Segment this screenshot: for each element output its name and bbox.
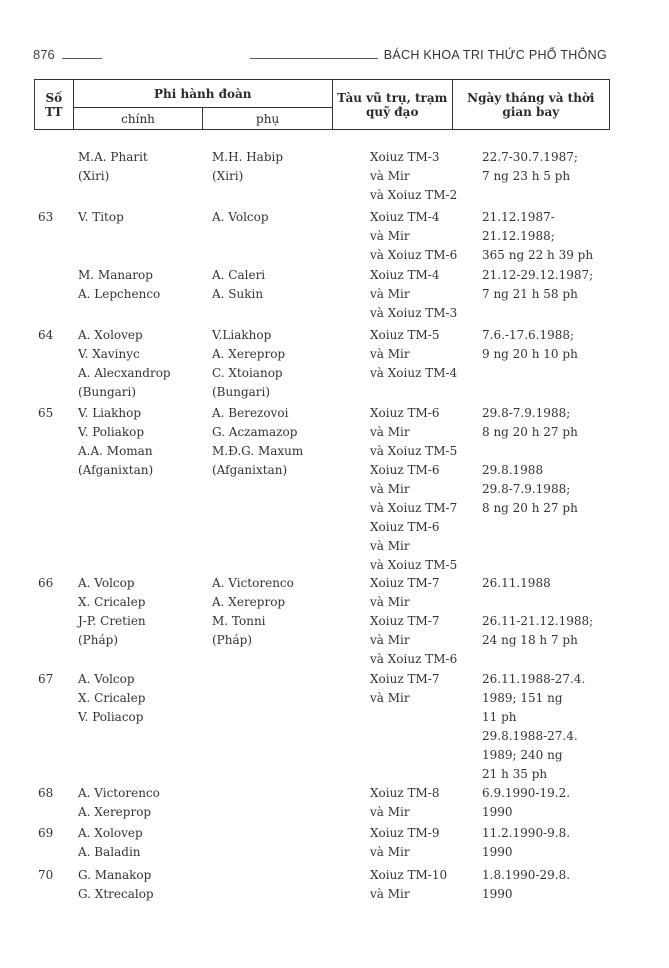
cell-main: A. Xolovep bbox=[78, 328, 143, 342]
cell-sub: A. Sukin bbox=[212, 287, 264, 301]
row-number: 63 bbox=[38, 210, 54, 224]
cell-date: 1990 bbox=[482, 887, 513, 901]
cell-date: 29.8.1988 bbox=[482, 463, 544, 477]
cell-main: A. Xereprop bbox=[78, 805, 152, 819]
cell-craft: và Xoiuz TM-2 bbox=[370, 188, 458, 202]
cell-main: A. Volcop bbox=[78, 576, 135, 590]
cell-date: 26.11.1988-27.4. bbox=[482, 672, 586, 686]
cell-main: A. Victorenco bbox=[78, 786, 160, 800]
cell-main: V. Liakhop bbox=[78, 406, 142, 420]
cell-craft: Xoiuz TM-6 bbox=[370, 520, 440, 534]
cell-date: 7 ng 21 h 58 ph bbox=[482, 287, 578, 301]
cell-sub: A. Xereprop bbox=[212, 347, 286, 361]
crew-sub-header: phụ bbox=[203, 108, 333, 130]
cell-date: 365 ng 22 h 39 ph bbox=[482, 248, 594, 262]
row-number: 67 bbox=[38, 672, 54, 686]
cell-sub: (Bungari) bbox=[212, 385, 271, 399]
cell-main: V. Poliakop bbox=[78, 425, 145, 439]
cell-craft: và Mir bbox=[370, 845, 410, 859]
cell-sub: M. Tonni bbox=[212, 614, 266, 628]
cell-craft: Xoiuz TM-7 bbox=[370, 672, 440, 686]
cell-date: 7 ng 23 h 5 ph bbox=[482, 169, 571, 183]
row-number: 65 bbox=[38, 406, 54, 420]
cell-craft: và Xoiuz TM-6 bbox=[370, 652, 458, 666]
cell-main: J-P. Cretien bbox=[78, 614, 146, 628]
cell-main: (Bungari) bbox=[78, 385, 137, 399]
cell-craft: Xoiuz TM-6 bbox=[370, 463, 440, 477]
cell-date: 1.8.1990-29.8. bbox=[482, 868, 571, 882]
cell-main: G. Manakop bbox=[78, 868, 152, 882]
cell-sub: A. Caleri bbox=[212, 268, 266, 282]
cell-main: A. Volcop bbox=[78, 672, 135, 686]
table-header bbox=[34, 79, 610, 130]
cell-craft: và Xoiuz TM-7 bbox=[370, 501, 458, 515]
cell-craft: Xoiuz TM-8 bbox=[370, 786, 440, 800]
cell-date: 24 ng 18 h 7 ph bbox=[482, 633, 578, 647]
cell-sub: A. Volcop bbox=[212, 210, 269, 224]
cell-sub: A. Berezovoi bbox=[212, 406, 289, 420]
cell-main: G. Xtrecalop bbox=[78, 887, 154, 901]
cell-date: 1989; 151 ng bbox=[482, 691, 563, 705]
cell-main: A. Lepchenco bbox=[78, 287, 161, 301]
cell-date: 29.8-7.9.1988; bbox=[482, 406, 571, 420]
col-number-header: Số TT bbox=[35, 80, 74, 130]
cell-date: 21 h 35 ph bbox=[482, 767, 548, 781]
cell-date: 1990 bbox=[482, 845, 513, 859]
cell-date: 26.11.1988 bbox=[482, 576, 551, 590]
cell-craft: và Xoiuz TM-6 bbox=[370, 248, 458, 262]
cell-craft: và Mir bbox=[370, 287, 410, 301]
cell-main: V. Xavinyc bbox=[78, 347, 140, 361]
cell-date: 29.8-7.9.1988; bbox=[482, 482, 571, 496]
row-number: 66 bbox=[38, 576, 54, 590]
date-header: Ngày tháng và thời gian bay bbox=[452, 80, 609, 130]
cell-craft: và Xoiuz TM-3 bbox=[370, 306, 458, 320]
cell-date: 26.11-21.12.1988; bbox=[482, 614, 594, 628]
cell-sub: M.Đ.G. Maxum bbox=[212, 444, 304, 458]
cell-craft: và Mir bbox=[370, 347, 410, 361]
book-title: BÁCH KHOA TRI THỨC PHỔ THÔNG bbox=[378, 48, 607, 62]
cell-sub: (Pháp) bbox=[212, 633, 253, 647]
header-rule bbox=[62, 58, 102, 59]
cell-main: A. Alecxandrop bbox=[78, 366, 171, 380]
cell-main: X. Cricalep bbox=[78, 595, 146, 609]
cell-craft: Xoiuz TM-9 bbox=[370, 826, 440, 840]
cell-craft: Xoiuz TM-6 bbox=[370, 406, 440, 420]
cell-craft: Xoiuz TM-4 bbox=[370, 268, 440, 282]
cell-date: 1990 bbox=[482, 805, 513, 819]
cell-main: A. Xolovep bbox=[78, 826, 143, 840]
cell-craft: và Mir bbox=[370, 482, 410, 496]
cell-sub: A. Victorenco bbox=[212, 576, 294, 590]
cell-main: (Pháp) bbox=[78, 633, 119, 647]
cell-sub: M.H. Habip bbox=[212, 150, 284, 164]
cell-craft: và Mir bbox=[370, 887, 410, 901]
cell-craft: và Mir bbox=[370, 229, 410, 243]
crew-main-header: chính bbox=[73, 108, 203, 130]
craft-header: Tàu vũ trụ, trạm quỹ đạo bbox=[332, 80, 452, 130]
cell-sub: V.Liakhop bbox=[212, 328, 272, 342]
row-number: 68 bbox=[38, 786, 54, 800]
cell-date: 21.12.1987- bbox=[482, 210, 555, 224]
cell-main: (Xiri) bbox=[78, 169, 110, 183]
cell-craft: và Xoiuz TM-4 bbox=[370, 366, 458, 380]
cell-main: (Afganixtan) bbox=[78, 463, 154, 477]
cell-main: M.A. Pharit bbox=[78, 150, 148, 164]
cell-main: A. Baladin bbox=[78, 845, 141, 859]
cell-main: A.A. Moman bbox=[78, 444, 153, 458]
cell-date: 21.12-29.12.1987; bbox=[482, 268, 594, 282]
cell-craft: và Mir bbox=[370, 595, 410, 609]
cell-date: 9 ng 20 h 10 ph bbox=[482, 347, 578, 361]
cell-craft: Xoiuz TM-4 bbox=[370, 210, 440, 224]
cell-date: 11.2.1990-9.8. bbox=[482, 826, 571, 840]
cell-craft: Xoiuz TM-10 bbox=[370, 868, 448, 882]
cell-craft: và Mir bbox=[370, 691, 410, 705]
cell-date: 29.8.1988-27.4. bbox=[482, 729, 578, 743]
cell-date: 7.6.-17.6.1988; bbox=[482, 328, 575, 342]
cell-craft: và Mir bbox=[370, 633, 410, 647]
cell-date: 21.12.1988; bbox=[482, 229, 555, 243]
cell-sub: G. Aczamazop bbox=[212, 425, 298, 439]
cell-craft: và Mir bbox=[370, 805, 410, 819]
cell-craft: và Mir bbox=[370, 169, 410, 183]
cell-date: 8 ng 20 h 27 ph bbox=[482, 501, 578, 515]
row-number: 70 bbox=[38, 868, 54, 882]
cell-date: 11 ph bbox=[482, 710, 517, 724]
cell-date: 22.7-30.7.1987; bbox=[482, 150, 578, 164]
cell-main: V. Poliacop bbox=[78, 710, 144, 724]
cell-craft: và Xoiuz TM-5 bbox=[370, 444, 458, 458]
cell-craft: Xoiuz TM-3 bbox=[370, 150, 440, 164]
cell-sub: (Xiri) bbox=[212, 169, 244, 183]
page-number: 876 bbox=[33, 47, 55, 62]
cell-main: V. Titop bbox=[78, 210, 124, 224]
cell-craft: Xoiuz TM-7 bbox=[370, 614, 440, 628]
cell-sub: (Afganixtan) bbox=[212, 463, 288, 477]
cell-craft: và Mir bbox=[370, 539, 410, 553]
cell-sub: A. Xereprop bbox=[212, 595, 286, 609]
cell-main: M. Manarop bbox=[78, 268, 153, 282]
row-number: 64 bbox=[38, 328, 54, 342]
row-number: 69 bbox=[38, 826, 54, 840]
cell-craft: và Xoiuz TM-5 bbox=[370, 558, 458, 572]
cell-craft: Xoiuz TM-7 bbox=[370, 576, 440, 590]
cell-craft: Xoiuz TM-5 bbox=[370, 328, 440, 342]
crew-header: Phi hành đoàn bbox=[73, 80, 332, 108]
cell-date: 6.9.1990-19.2. bbox=[482, 786, 571, 800]
cell-main: X. Cricalep bbox=[78, 691, 146, 705]
cell-craft: và Mir bbox=[370, 425, 410, 439]
cell-date: 1989; 240 ng bbox=[482, 748, 563, 762]
cell-sub: C. Xtoianop bbox=[212, 366, 283, 380]
cell-date: 8 ng 20 h 27 ph bbox=[482, 425, 578, 439]
